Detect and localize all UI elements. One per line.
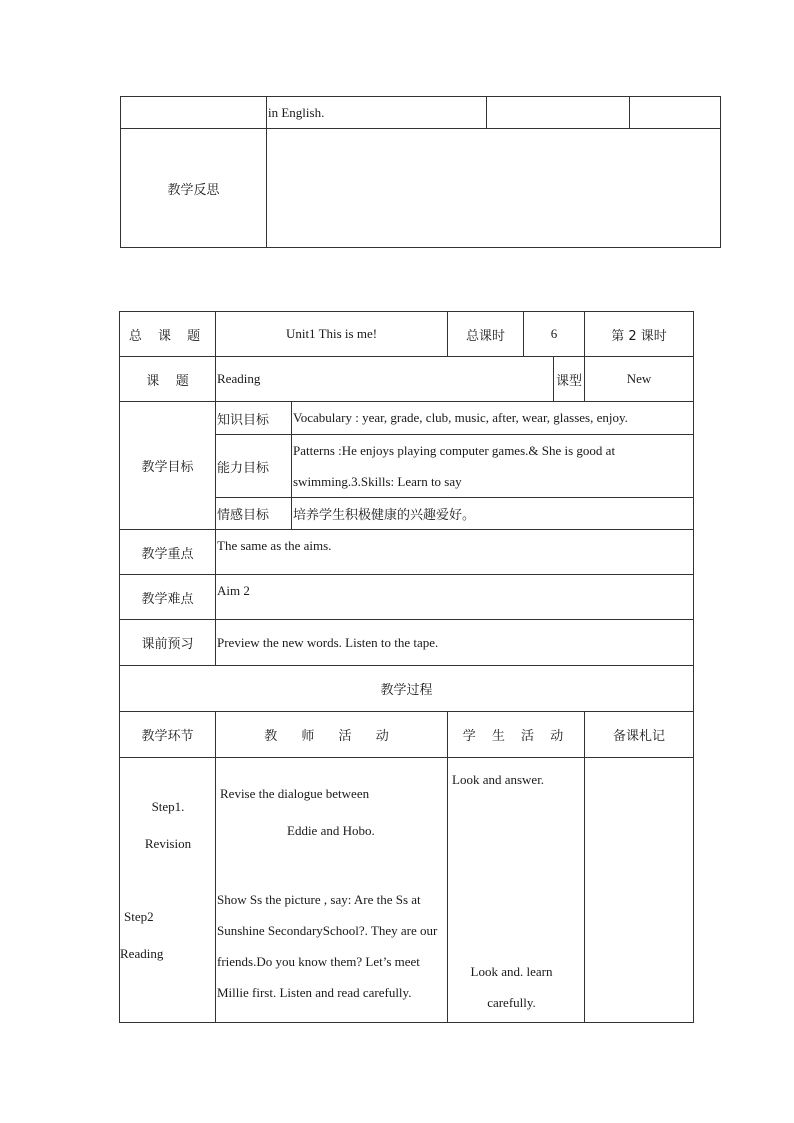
aims-label: 教学目标 <box>120 402 216 530</box>
step2-teacher-line-3: friends.Do you know them? Let’s meet <box>217 954 420 969</box>
knowledge-label: 知识目标 <box>216 402 292 435</box>
ability-line-2: swimming.3.Skills: Learn to say <box>293 474 462 489</box>
focus-label: 教学重点 <box>120 530 216 575</box>
total-periods-value: 6 <box>524 312 585 357</box>
step2-name: Reading <box>120 946 164 961</box>
emotion-label: 情感目标 <box>216 498 292 530</box>
topic-label: 总 课 题 <box>120 312 216 357</box>
step2-teacher-line-2: Sunshine SecondarySchool?. They are our <box>217 923 438 938</box>
student-activity-cell <box>448 758 585 1023</box>
lesson-title-value: Reading <box>216 357 554 402</box>
notes-cell <box>585 758 694 1023</box>
preview-label: 课前预习 <box>120 620 216 666</box>
emotion-value: 培养学生积极健康的兴趣爱好。 <box>292 498 694 530</box>
col-notes-header: 备课札记 <box>585 712 694 758</box>
col-step-header: 教学环节 <box>120 712 216 758</box>
lesson-title-label: 课 题 <box>120 357 216 402</box>
difficulty-label: 教学难点 <box>120 575 216 620</box>
top-empty-cell-2 <box>487 97 630 129</box>
lesson-type-value: New <box>585 357 694 402</box>
teacher-activity-cell <box>216 758 448 1023</box>
top-empty-cell-3 <box>630 97 721 129</box>
knowledge-value: Vocabulary : year, grade, club, music, after, wear, glasses, enjoy. <box>292 402 694 435</box>
step1-teacher-line-1: Revise the dialogue between <box>220 786 370 801</box>
reflection-content <box>267 129 721 248</box>
step2-teacher-line-4: Millie first. Listen and read carefully. <box>217 985 412 1000</box>
ability-label: 能力目标 <box>216 435 292 498</box>
preview-value: Preview the new words. Listen to the tape. <box>216 620 694 666</box>
ability-line-1: Patterns :He enjoys playing computer games.& She is good at <box>293 443 616 458</box>
top-empty-cell <box>121 97 267 129</box>
focus-value: The same as the aims. <box>216 530 694 575</box>
difficulty-value: Aim 2 <box>216 575 694 620</box>
step2-student-line-2: carefully. <box>487 995 536 1010</box>
total-periods-label: 总课时 <box>448 312 524 357</box>
step2-teacher-line-1: Show Ss the picture , say: Are the Ss at <box>217 892 421 907</box>
top-table <box>120 96 721 248</box>
lesson-type-label: 课型 <box>554 357 585 402</box>
lesson-plan-table <box>119 311 694 1023</box>
step1-name: Revision <box>144 836 192 851</box>
ability-value <box>292 435 694 498</box>
step1-teacher-line-2: Eddie and Hobo. <box>287 823 375 838</box>
step1-label: Step1. <box>151 799 185 814</box>
step2-label: Step2 <box>124 909 154 924</box>
topic-value: Unit1 This is me! <box>216 312 448 357</box>
reflection-label: 教学反思 <box>121 129 267 248</box>
period-label: 第 2 课时 <box>585 312 694 357</box>
top-row-text: in English. <box>267 97 487 129</box>
step2-student-line-1: Look and. learn <box>470 964 553 979</box>
col-student-header: 学 生 活 动 <box>448 712 585 758</box>
process-title: 教学过程 <box>120 666 694 712</box>
process-steps-cell <box>120 758 216 1023</box>
step1-student: Look and answer. <box>452 772 545 787</box>
col-teacher-header: 教 师 活 动 <box>216 712 448 758</box>
